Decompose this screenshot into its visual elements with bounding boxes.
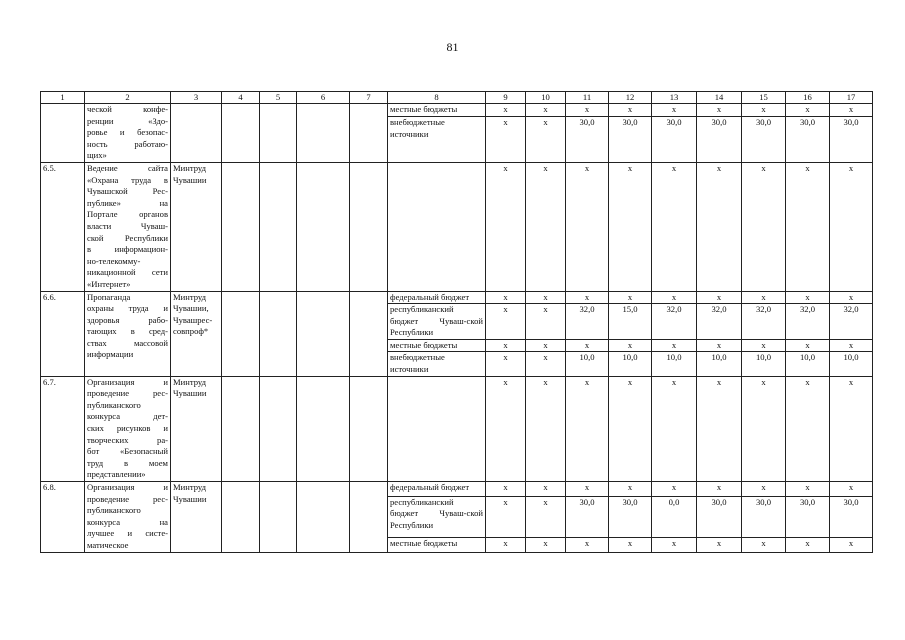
value-cell: x	[742, 104, 786, 117]
empty-cell	[222, 482, 260, 553]
value-cell: 30,0	[697, 496, 742, 537]
funding-source: федеральный бюджет	[388, 482, 486, 497]
empty-cell	[297, 376, 350, 481]
value-cell: x	[609, 376, 652, 481]
value-cell: 30,0	[609, 496, 652, 537]
value-cell: x	[566, 104, 609, 117]
value-cell: 10,0	[652, 352, 697, 376]
value-cell: 10,0	[697, 352, 742, 376]
funding-source: федеральный бюджет	[388, 291, 486, 304]
value-cell: x	[526, 304, 566, 340]
value-cell: x	[526, 376, 566, 481]
funding-source: местные бюджеты	[388, 104, 486, 117]
value-cell: x	[652, 104, 697, 117]
value-cell: x	[830, 482, 873, 497]
value-cell: x	[526, 496, 566, 537]
value-cell: 32,0	[652, 304, 697, 340]
item-name: Организация и проведение рес- публиканского конкурса дет- ских рисунков и творческих ра- бот «Безопасный труд в моем представлении»	[85, 376, 171, 481]
table-row	[41, 162, 873, 291]
empty-cell	[297, 291, 350, 376]
value-cell: x	[486, 339, 526, 352]
value-cell: x	[526, 482, 566, 497]
column-header: 1	[41, 92, 85, 104]
table-row	[41, 291, 873, 304]
column-header: 8	[388, 92, 486, 104]
value-cell: x	[526, 291, 566, 304]
value-cell: x	[486, 352, 526, 376]
value-cell: 32,0	[786, 304, 830, 340]
value-cell: 30,0	[697, 116, 742, 162]
item-number: 6.7.	[41, 376, 85, 481]
empty-cell	[297, 482, 350, 553]
value-cell: x	[486, 304, 526, 340]
column-header: 4	[222, 92, 260, 104]
value-cell: x	[566, 291, 609, 304]
value-cell: x	[742, 291, 786, 304]
value-cell: 10,0	[566, 352, 609, 376]
funding-source: республиканский бюджет Чуваш-ской Республики	[388, 304, 486, 340]
column-header: 3	[171, 92, 222, 104]
value-cell: x	[786, 104, 830, 117]
empty-cell	[260, 104, 297, 163]
value-cell: x	[652, 291, 697, 304]
empty-cell	[297, 162, 350, 291]
column-header: 7	[350, 92, 388, 104]
value-cell: x	[609, 537, 652, 552]
value-cell: x	[609, 339, 652, 352]
value-cell: 10,0	[830, 352, 873, 376]
value-cell: x	[742, 537, 786, 552]
value-cell: x	[786, 537, 830, 552]
value-cell: 30,0	[742, 116, 786, 162]
value-cell: 30,0	[786, 496, 830, 537]
value-cell: x	[830, 162, 873, 291]
executor	[171, 104, 222, 163]
value-cell: x	[697, 339, 742, 352]
value-cell: 30,0	[566, 116, 609, 162]
empty-cell	[297, 104, 350, 163]
empty-cell	[222, 291, 260, 376]
empty-cell	[222, 376, 260, 481]
page-number: 81	[446, 40, 459, 54]
value-cell: 30,0	[566, 496, 609, 537]
funding-source: местные бюджеты	[388, 537, 486, 552]
item-number	[41, 104, 85, 163]
value-cell: 30,0	[609, 116, 652, 162]
value-cell: x	[742, 376, 786, 481]
value-cell: 0,0	[652, 496, 697, 537]
value-cell: x	[652, 339, 697, 352]
table-row	[41, 104, 873, 117]
value-cell: x	[786, 162, 830, 291]
value-cell: x	[486, 482, 526, 497]
value-cell: x	[609, 291, 652, 304]
value-cell: x	[566, 537, 609, 552]
executor: Минтруд Чувашии	[171, 482, 222, 553]
value-cell: x	[609, 162, 652, 291]
column-header: 10	[526, 92, 566, 104]
empty-cell	[260, 162, 297, 291]
funding-source: внебюджетные источники	[388, 116, 486, 162]
value-cell: 32,0	[566, 304, 609, 340]
value-cell: x	[526, 104, 566, 117]
empty-cell	[350, 104, 388, 163]
value-cell: x	[566, 482, 609, 497]
value-cell: 30,0	[830, 116, 873, 162]
column-header: 6	[297, 92, 350, 104]
value-cell: x	[486, 116, 526, 162]
value-cell: x	[526, 116, 566, 162]
value-cell: x	[830, 376, 873, 481]
item-name: ческой конфе- ренции «Здо- ровье и безопас- ность работаю- щих»	[85, 104, 171, 163]
executor: Минтруд Чувашии	[171, 162, 222, 291]
item-number: 6.8.	[41, 482, 85, 553]
value-cell: x	[526, 162, 566, 291]
funding-source	[388, 376, 486, 481]
value-cell: 32,0	[742, 304, 786, 340]
value-cell: x	[830, 291, 873, 304]
value-cell: x	[566, 376, 609, 481]
empty-cell	[222, 162, 260, 291]
value-cell: x	[526, 339, 566, 352]
value-cell: x	[652, 376, 697, 481]
value-cell: 30,0	[830, 496, 873, 537]
value-cell: x	[697, 537, 742, 552]
column-header: 15	[742, 92, 786, 104]
column-header: 2	[85, 92, 171, 104]
funding-source: местные бюджеты	[388, 339, 486, 352]
value-cell: x	[830, 104, 873, 117]
item-number: 6.5.	[41, 162, 85, 291]
table-row	[41, 482, 873, 497]
value-cell: x	[697, 104, 742, 117]
value-cell: x	[652, 537, 697, 552]
value-cell: x	[786, 339, 830, 352]
empty-cell	[350, 162, 388, 291]
value-cell: x	[486, 537, 526, 552]
value-cell: x	[786, 482, 830, 497]
empty-cell	[260, 291, 297, 376]
value-cell: x	[486, 376, 526, 481]
executor: Минтруд Чувашии, Чувашрес-совпроф*	[171, 291, 222, 376]
table-row	[41, 376, 873, 481]
program-table	[40, 91, 873, 553]
value-cell: x	[486, 496, 526, 537]
funding-source: республиканский бюджет Чуваш-ской Республики	[388, 496, 486, 537]
value-cell: x	[526, 352, 566, 376]
value-cell: 32,0	[830, 304, 873, 340]
empty-cell	[260, 482, 297, 553]
column-header: 14	[697, 92, 742, 104]
empty-cell	[350, 482, 388, 553]
value-cell: x	[742, 339, 786, 352]
value-cell: x	[697, 482, 742, 497]
column-header: 12	[609, 92, 652, 104]
value-cell: x	[786, 291, 830, 304]
value-cell: 32,0	[697, 304, 742, 340]
value-cell: 30,0	[786, 116, 830, 162]
value-cell: x	[697, 162, 742, 291]
item-name: Пропаганда охраны труда и здоровья рабо- тающих в сред- ствах массовой информации	[85, 291, 171, 376]
value-cell: x	[486, 162, 526, 291]
value-cell: x	[652, 482, 697, 497]
value-cell: 10,0	[786, 352, 830, 376]
value-cell: x	[609, 482, 652, 497]
item-name: Ведение сайта «Охрана труда в Чувашской Рес- публике» на Портале органов власти Чуваш- ской Республики в информацион- но-телекомму- никационной сети «Интернет»	[85, 162, 171, 291]
column-header: 11	[566, 92, 609, 104]
value-cell: 30,0	[742, 496, 786, 537]
value-cell: x	[486, 291, 526, 304]
column-header-row	[41, 92, 873, 104]
value-cell: x	[526, 537, 566, 552]
column-header: 17	[830, 92, 873, 104]
column-header: 5	[260, 92, 297, 104]
executor: Минтруд Чувашии	[171, 376, 222, 481]
empty-cell	[222, 104, 260, 163]
value-cell: 15,0	[609, 304, 652, 340]
column-header: 9	[486, 92, 526, 104]
item-name: Организация и проведение рес- публиканского конкурса на лучшее и систе- матическое	[85, 482, 171, 553]
empty-cell	[260, 376, 297, 481]
value-cell: x	[652, 162, 697, 291]
value-cell: 10,0	[742, 352, 786, 376]
value-cell: x	[697, 376, 742, 481]
empty-cell	[350, 291, 388, 376]
value-cell: x	[830, 339, 873, 352]
funding-source: внебюджетные источники	[388, 352, 486, 376]
column-header: 16	[786, 92, 830, 104]
value-cell: x	[697, 291, 742, 304]
column-header: 13	[652, 92, 697, 104]
value-cell: 10,0	[609, 352, 652, 376]
value-cell: x	[486, 104, 526, 117]
value-cell: x	[742, 162, 786, 291]
value-cell: x	[566, 339, 609, 352]
value-cell: x	[830, 537, 873, 552]
value-cell: 30,0	[652, 116, 697, 162]
value-cell: x	[566, 162, 609, 291]
funding-source	[388, 162, 486, 291]
value-cell: x	[786, 376, 830, 481]
empty-cell	[350, 376, 388, 481]
value-cell: x	[609, 104, 652, 117]
item-number: 6.6.	[41, 291, 85, 376]
value-cell: x	[742, 482, 786, 497]
